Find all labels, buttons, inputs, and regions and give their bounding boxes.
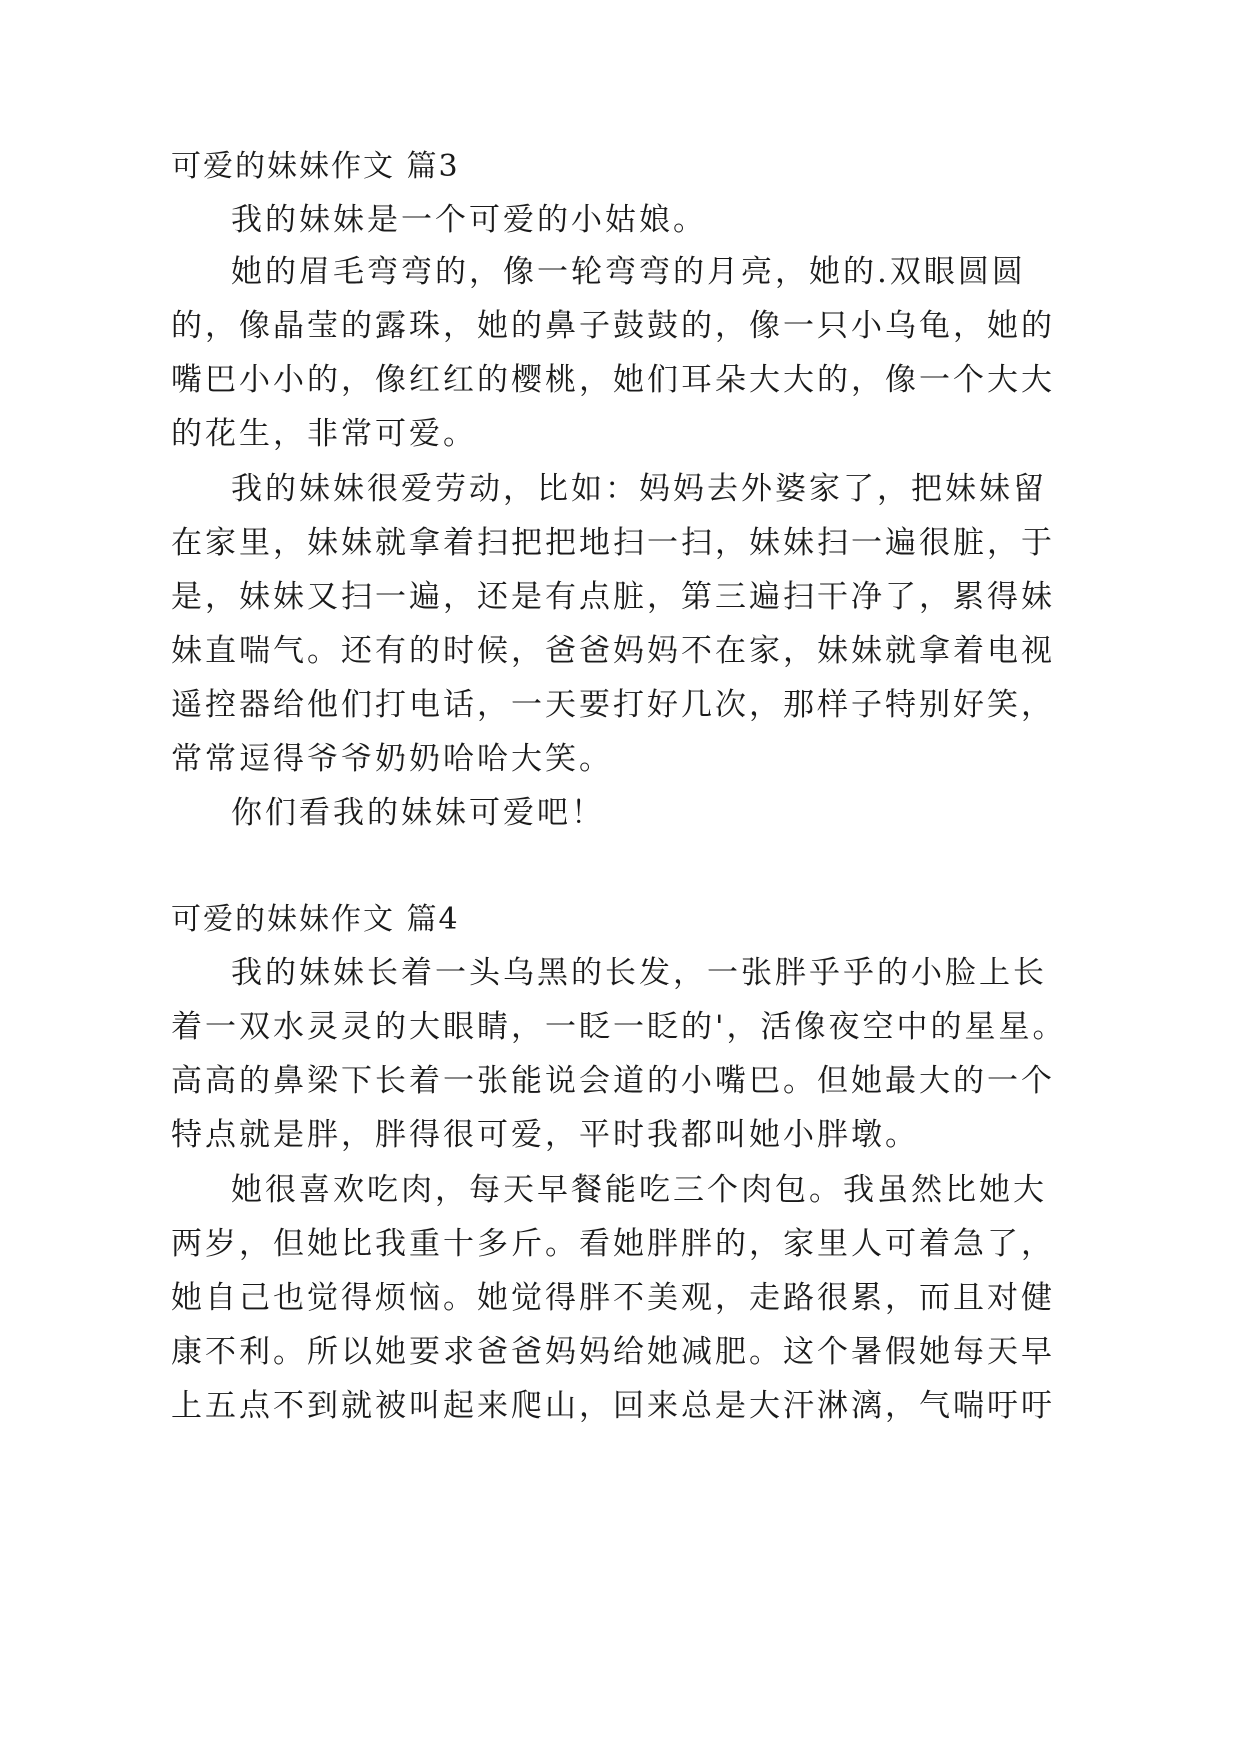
- paragraph-line: 我的妹妹长着一头乌黑的长发，一张胖乎乎的小脸上长: [231, 955, 1047, 991]
- paragraph-line: 妹直喘气。还有的时候，爸爸妈妈不在家，妹妹就拿着电视: [171, 633, 1055, 669]
- paragraph-line: 在家里，妹妹就拿着扫把把地扫一扫，妹妹扫一遍很脏，于: [171, 525, 1055, 561]
- paragraph-line: 的花生，非常可爱。: [171, 416, 477, 452]
- paragraph-line: 的，像晶莹的露珠，她的鼻子鼓鼓的，像一只小乌龟，她的: [171, 308, 1055, 344]
- section-title: 可爱的妹妹作文 篇3: [171, 149, 460, 184]
- paragraph-line: 她很喜欢吃肉，每天早餐能吃三个肉包。我虽然比她大: [231, 1172, 1047, 1208]
- paragraph-line: 我的妹妹是一个可爱的小姑娘。: [231, 202, 707, 238]
- section-title: 可爱的妹妹作文 篇4: [171, 902, 460, 937]
- paragraph-line: 常常逗得爷爷奶奶哈哈大笑。: [171, 741, 613, 777]
- paragraph-line: 是，妹妹又扫一遍，还是有点脏，第三遍扫干净了，累得妹: [171, 579, 1055, 615]
- paragraph-line: 她的眉毛弯弯的，像一轮弯弯的月亮，她的.双眼圆圆: [231, 254, 1026, 290]
- paragraph-line: 康不利。所以她要求爸爸妈妈给她减肥。这个暑假她每天早: [171, 1334, 1055, 1370]
- paragraph-line: 遥控器给他们打电话，一天要打好几次，那样子特别好笑，: [171, 687, 1055, 723]
- paragraph-line: 嘴巴小小的，像红红的樱桃，她们耳朵大大的，像一个大大: [171, 362, 1055, 398]
- paragraph-line: 着一双水灵灵的大眼睛，一眨一眨的'，活像夜空中的星星。: [171, 1009, 1067, 1045]
- paragraph-line: 上五点不到就被叫起来爬山，回来总是大汗淋漓，气喘吁吁: [171, 1388, 1055, 1424]
- paragraph-line: 你们看我的妹妹可爱吧！: [231, 795, 605, 831]
- paragraph-line: 两岁，但她比我重十多斤。看她胖胖的，家里人可着急了，: [171, 1226, 1055, 1262]
- paragraph-line: 我的妹妹很爱劳动，比如：妈妈去外婆家了，把妹妹留: [231, 471, 1047, 507]
- paragraph-line: 她自己也觉得烦恼。她觉得胖不美观，走路很累，而且对健: [171, 1280, 1055, 1316]
- paragraph-line: 特点就是胖，胖得很可爱，平时我都叫她小胖墩。: [171, 1117, 919, 1153]
- paragraph-line: 高高的鼻梁下长着一张能说会道的小嘴巴。但她最大的一个: [171, 1063, 1055, 1099]
